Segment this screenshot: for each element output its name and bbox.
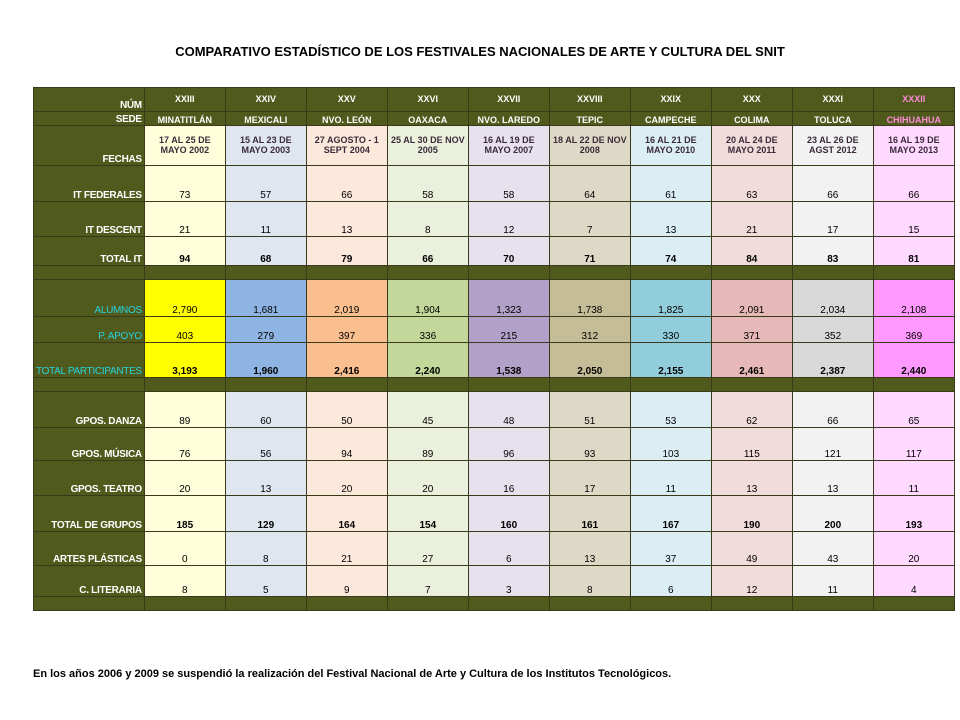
- row-gpos-musica: [34, 428, 955, 461]
- table-cell: 11: [225, 202, 306, 237]
- table-cell: 161: [549, 496, 630, 532]
- table-cell: 115: [711, 428, 792, 461]
- separator-cell: [630, 378, 711, 392]
- separator-cell: [144, 266, 225, 280]
- table-cell: 185: [144, 496, 225, 532]
- table-cell: 64: [549, 166, 630, 202]
- table-cell: 1,681: [225, 280, 306, 317]
- separator-cell: [144, 378, 225, 392]
- festival-fecha: 20 AL 24 DE MAYO 2011: [711, 126, 792, 166]
- row-label: ARTES PLÁSTICAS: [34, 532, 145, 566]
- table-cell: 49: [711, 532, 792, 566]
- separator-cell: [711, 378, 792, 392]
- table-cell: 20: [873, 532, 954, 566]
- row-label: P. APOYO: [34, 317, 145, 343]
- table-cell: 66: [792, 392, 873, 428]
- festival-sede: MINATITLÁN: [144, 112, 225, 126]
- table-cell: 96: [468, 428, 549, 461]
- separator-cell: [225, 597, 306, 611]
- festival-fecha: 23 AL 26 DE AGST 2012: [792, 126, 873, 166]
- row-label: GPOS. MÚSICA: [34, 428, 145, 461]
- table-cell: 2,155: [630, 343, 711, 378]
- separator-cell: [549, 597, 630, 611]
- table-cell: 369: [873, 317, 954, 343]
- table-cell: 9: [306, 566, 387, 597]
- table-cell: 190: [711, 496, 792, 532]
- page-title: COMPARATIVO ESTADÍSTICO DE LOS FESTIVALES NACIONALES DE ARTE Y CULTURA DEL SNIT: [175, 44, 785, 59]
- table-cell: 279: [225, 317, 306, 343]
- table-cell: 12: [711, 566, 792, 597]
- table-cell: 160: [468, 496, 549, 532]
- row-label: GPOS. TEATRO: [34, 461, 145, 496]
- festival-number: XXVII: [468, 88, 549, 112]
- row-it-descent: [34, 202, 955, 237]
- fechas-label: FECHAS: [34, 126, 145, 166]
- table-cell: 5: [225, 566, 306, 597]
- table-cell: 13: [225, 461, 306, 496]
- row-gpos-teatro: [34, 461, 955, 496]
- num-label: NÚM: [34, 88, 145, 112]
- table-cell: 8: [549, 566, 630, 597]
- festival-number: XXXII: [873, 88, 954, 112]
- table-cell: 63: [711, 166, 792, 202]
- table-cell: 83: [792, 237, 873, 266]
- festival-sede: MEXICALI: [225, 112, 306, 126]
- festival-sede: TOLUCA: [792, 112, 873, 126]
- separator-cell: [792, 266, 873, 280]
- table-cell: 397: [306, 317, 387, 343]
- row-artes-plasticas: [34, 532, 955, 566]
- festival-sede: COLIMA: [711, 112, 792, 126]
- table-cell: 58: [387, 166, 468, 202]
- table-cell: 20: [387, 461, 468, 496]
- table-cell: 2,091: [711, 280, 792, 317]
- separator-cell: [387, 266, 468, 280]
- table-cell: 6: [630, 566, 711, 597]
- separator-row: [34, 266, 955, 280]
- table-cell: 81: [873, 237, 954, 266]
- table-cell: 89: [387, 428, 468, 461]
- row-label: GPOS. DANZA: [34, 392, 145, 428]
- festival-fecha: 17 AL 25 DE MAYO 2002: [144, 126, 225, 166]
- table-cell: 93: [549, 428, 630, 461]
- table-cell: 1,538: [468, 343, 549, 378]
- table-cell: 27: [387, 532, 468, 566]
- table-cell: 11: [792, 566, 873, 597]
- festival-fecha: 16 AL 21 DE MAYO 2010: [630, 126, 711, 166]
- festival-number: XXXI: [792, 88, 873, 112]
- table-cell: 43: [792, 532, 873, 566]
- table-cell: 8: [387, 202, 468, 237]
- table-cell: 2,387: [792, 343, 873, 378]
- table-cell: 53: [630, 392, 711, 428]
- festival-stats-table: [33, 87, 955, 611]
- festival-number: XXVI: [387, 88, 468, 112]
- separator-row: [34, 597, 955, 611]
- table-cell: 94: [306, 428, 387, 461]
- table-cell: 3,193: [144, 343, 225, 378]
- table-cell: 11: [630, 461, 711, 496]
- row-label: IT DESCENT: [34, 202, 145, 237]
- table-cell: 68: [225, 237, 306, 266]
- festival-number: XXV: [306, 88, 387, 112]
- table-cell: 11: [873, 461, 954, 496]
- table-cell: 56: [225, 428, 306, 461]
- table-cell: 1,904: [387, 280, 468, 317]
- table-cell: 20: [144, 461, 225, 496]
- table-cell: 2,440: [873, 343, 954, 378]
- separator-cell: [630, 266, 711, 280]
- table-cell: 13: [549, 532, 630, 566]
- table-cell: 89: [144, 392, 225, 428]
- row-p-apoyo: [34, 317, 955, 343]
- table-cell: 65: [873, 392, 954, 428]
- separator-cell: [792, 597, 873, 611]
- table-cell: 2,461: [711, 343, 792, 378]
- row-total-participantes: [34, 343, 955, 378]
- separator-cell: [144, 597, 225, 611]
- table-cell: 0: [144, 532, 225, 566]
- table-cell: 51: [549, 392, 630, 428]
- festival-sede: CHIHUAHUA: [873, 112, 954, 126]
- row-label: TOTAL PARTICIPANTES: [34, 343, 145, 378]
- table-cell: 164: [306, 496, 387, 532]
- table-cell: 129: [225, 496, 306, 532]
- table-cell: 2,050: [549, 343, 630, 378]
- row-total-it: [34, 237, 955, 266]
- table-cell: 16: [468, 461, 549, 496]
- festival-sede: NVO. LEÓN: [306, 112, 387, 126]
- row-it-federales: [34, 166, 955, 202]
- festival-sede: NVO. LAREDO: [468, 112, 549, 126]
- festival-fecha: 27 AGOSTO - 1 SEPT 2004: [306, 126, 387, 166]
- separator-cell: [306, 597, 387, 611]
- festival-sede: CAMPECHE: [630, 112, 711, 126]
- row-label: IT FEDERALES: [34, 166, 145, 202]
- separator-cell: [34, 597, 145, 611]
- table-cell: 330: [630, 317, 711, 343]
- table-cell: 1,323: [468, 280, 549, 317]
- separator-cell: [873, 597, 954, 611]
- row-total-de-grupos: [34, 496, 955, 532]
- footnote: En los años 2006 y 2009 se suspendió la realización del Festival Nacional de Arte y Cultura de los Institutos Tecnológicos.: [33, 668, 672, 680]
- separator-cell: [792, 378, 873, 392]
- table-body: [34, 88, 955, 611]
- table-cell: 117: [873, 428, 954, 461]
- table-cell: 2,034: [792, 280, 873, 317]
- separator-cell: [387, 597, 468, 611]
- separator-cell: [387, 378, 468, 392]
- table-cell: 1,825: [630, 280, 711, 317]
- table-cell: 84: [711, 237, 792, 266]
- table-cell: 12: [468, 202, 549, 237]
- table-cell: 2,790: [144, 280, 225, 317]
- row-c-literaria: [34, 566, 955, 597]
- table-cell: 13: [711, 461, 792, 496]
- table-cell: 2,108: [873, 280, 954, 317]
- header-row-sede: [34, 112, 955, 126]
- separator-cell: [34, 266, 145, 280]
- festival-fecha: 16 AL 19 DE MAYO 2007: [468, 126, 549, 166]
- table-cell: 57: [225, 166, 306, 202]
- row-alumnos: [34, 280, 955, 317]
- table-cell: 45: [387, 392, 468, 428]
- table-cell: 8: [225, 532, 306, 566]
- table-cell: 70: [468, 237, 549, 266]
- separator-cell: [873, 378, 954, 392]
- table-cell: 167: [630, 496, 711, 532]
- separator-cell: [549, 266, 630, 280]
- table-cell: 352: [792, 317, 873, 343]
- table-cell: 66: [873, 166, 954, 202]
- separator-cell: [306, 378, 387, 392]
- table-cell: 21: [144, 202, 225, 237]
- table-cell: 2,240: [387, 343, 468, 378]
- festival-number: XXVIII: [549, 88, 630, 112]
- table-cell: 79: [306, 237, 387, 266]
- table-cell: 62: [711, 392, 792, 428]
- table-cell: 61: [630, 166, 711, 202]
- table-cell: 66: [306, 166, 387, 202]
- festival-number: XXIII: [144, 88, 225, 112]
- table-cell: 193: [873, 496, 954, 532]
- separator-cell: [468, 597, 549, 611]
- table-cell: 17: [549, 461, 630, 496]
- table-cell: 1,960: [225, 343, 306, 378]
- header-row-fechas: [34, 126, 955, 166]
- table-cell: 312: [549, 317, 630, 343]
- table-cell: 336: [387, 317, 468, 343]
- separator-cell: [306, 266, 387, 280]
- table-cell: 13: [630, 202, 711, 237]
- separator-cell: [630, 597, 711, 611]
- separator-cell: [873, 266, 954, 280]
- festival-sede: TEPIC: [549, 112, 630, 126]
- row-gpos-danza: [34, 392, 955, 428]
- table-cell: 1,738: [549, 280, 630, 317]
- table-cell: 17: [792, 202, 873, 237]
- festival-fecha: 16 AL 19 DE MAYO 2013: [873, 126, 954, 166]
- table-cell: 66: [387, 237, 468, 266]
- separator-cell: [549, 378, 630, 392]
- table-cell: 60: [225, 392, 306, 428]
- table-cell: 121: [792, 428, 873, 461]
- table-cell: 21: [306, 532, 387, 566]
- separator-cell: [225, 266, 306, 280]
- table-cell: 8: [144, 566, 225, 597]
- separator-cell: [34, 378, 145, 392]
- table-cell: 37: [630, 532, 711, 566]
- table-cell: 3: [468, 566, 549, 597]
- table-cell: 215: [468, 317, 549, 343]
- table-cell: 2,019: [306, 280, 387, 317]
- table-cell: 58: [468, 166, 549, 202]
- separator-cell: [711, 597, 792, 611]
- table-cell: 4: [873, 566, 954, 597]
- row-label: TOTAL IT: [34, 237, 145, 266]
- table-cell: 200: [792, 496, 873, 532]
- table-cell: 103: [630, 428, 711, 461]
- table-cell: 7: [549, 202, 630, 237]
- row-label: TOTAL DE GRUPOS: [34, 496, 145, 532]
- row-label: C. LITERARIA: [34, 566, 145, 597]
- festival-sede: OAXACA: [387, 112, 468, 126]
- table-cell: 154: [387, 496, 468, 532]
- table-cell: 76: [144, 428, 225, 461]
- header-row-num: [34, 88, 955, 112]
- table-cell: 2,416: [306, 343, 387, 378]
- table-cell: 403: [144, 317, 225, 343]
- table-cell: 73: [144, 166, 225, 202]
- row-label: ALUMNOS: [34, 280, 145, 317]
- table-cell: 50: [306, 392, 387, 428]
- table-cell: 71: [549, 237, 630, 266]
- festival-fecha: 18 AL 22 DE NOV 2008: [549, 126, 630, 166]
- festival-number: XXIV: [225, 88, 306, 112]
- table-cell: 21: [711, 202, 792, 237]
- separator-cell: [711, 266, 792, 280]
- table-cell: 13: [792, 461, 873, 496]
- festival-fecha: 25 AL 30 DE NOV 2005: [387, 126, 468, 166]
- festival-fecha: 15 AL 23 DE MAYO 2003: [225, 126, 306, 166]
- table-cell: 13: [306, 202, 387, 237]
- table-cell: 94: [144, 237, 225, 266]
- table-cell: 371: [711, 317, 792, 343]
- table-cell: 7: [387, 566, 468, 597]
- table-cell: 74: [630, 237, 711, 266]
- separator-cell: [225, 378, 306, 392]
- separator-cell: [468, 266, 549, 280]
- table-cell: 20: [306, 461, 387, 496]
- separator-row: [34, 378, 955, 392]
- separator-cell: [468, 378, 549, 392]
- table-cell: 66: [792, 166, 873, 202]
- festival-number: XXX: [711, 88, 792, 112]
- sede-label: SEDE: [34, 112, 145, 126]
- table-cell: 6: [468, 532, 549, 566]
- table-cell: 15: [873, 202, 954, 237]
- festival-number: XXIX: [630, 88, 711, 112]
- table-cell: 48: [468, 392, 549, 428]
